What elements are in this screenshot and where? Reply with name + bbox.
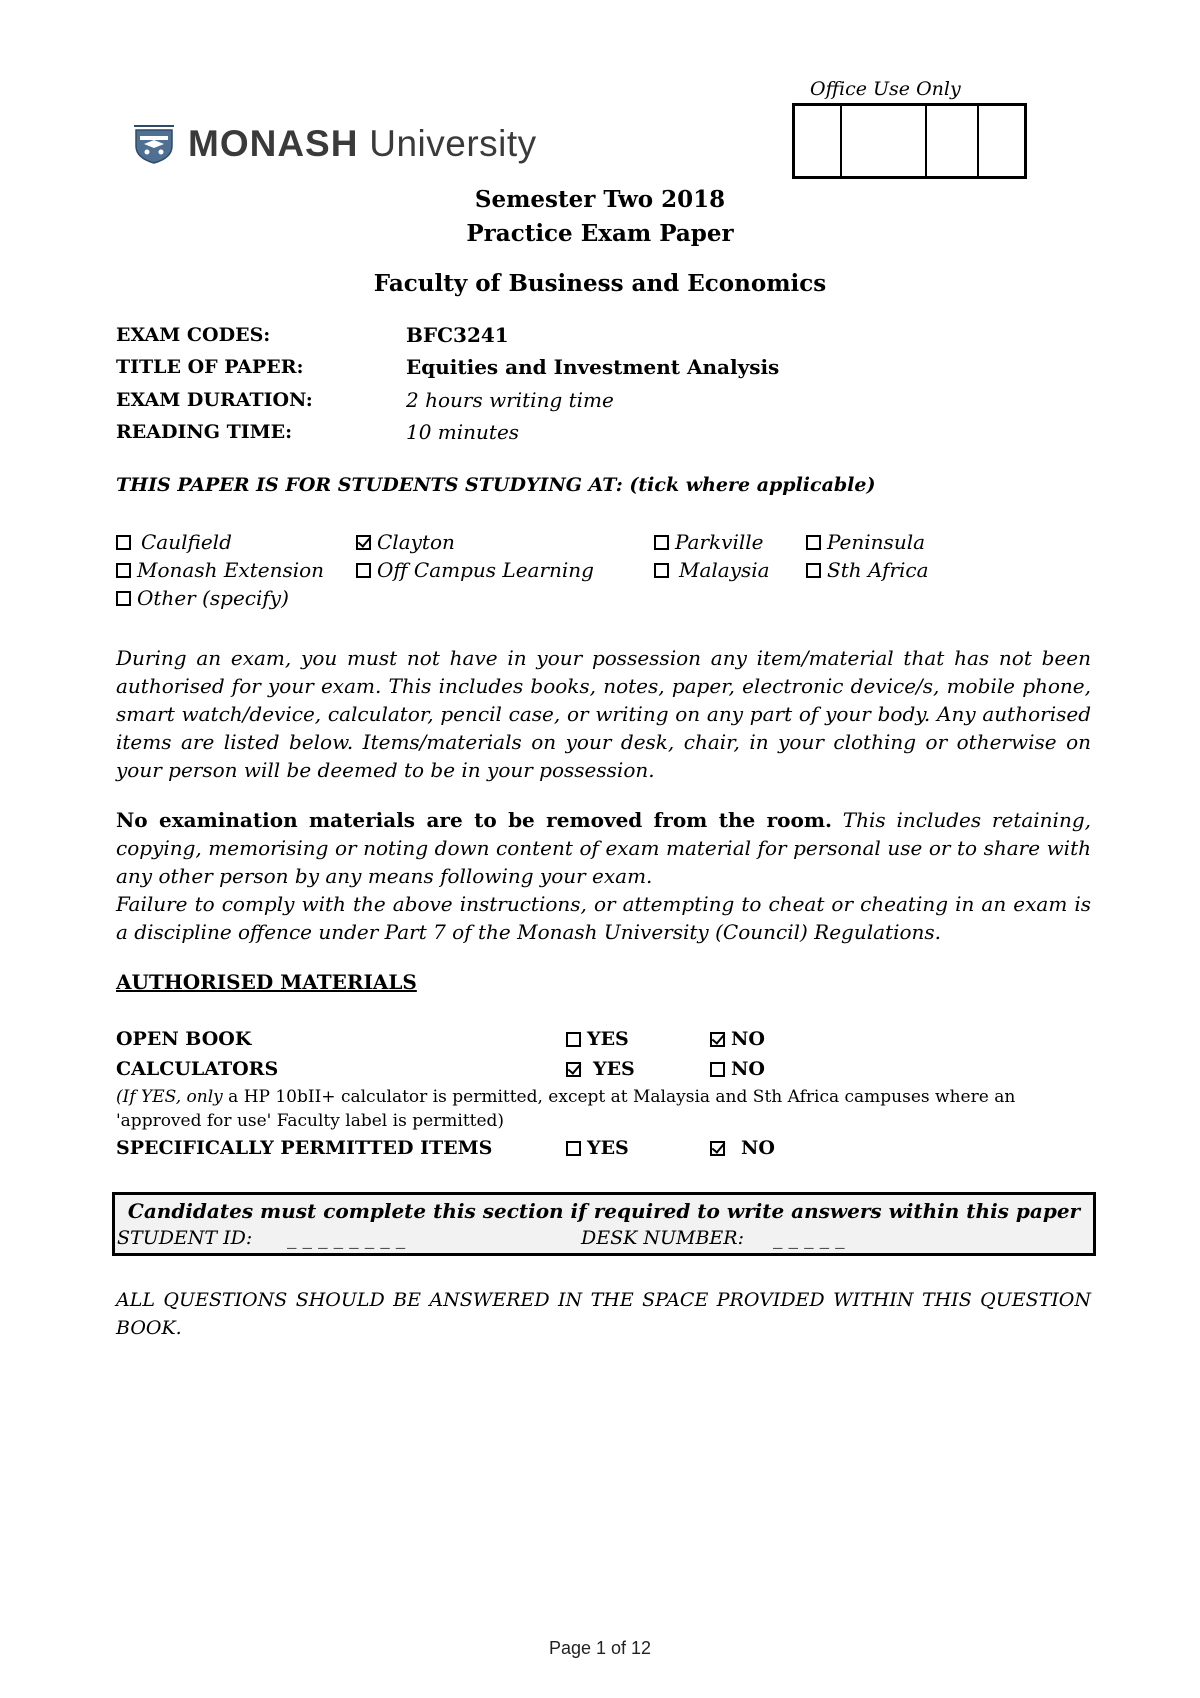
campus-option-parkville[interactable] bbox=[654, 530, 764, 554]
campus-label: Sth Africa bbox=[827, 558, 929, 582]
campus-label: Clayton bbox=[377, 530, 455, 554]
office-use-cell bbox=[795, 106, 842, 176]
campus-option-peninsula[interactable] bbox=[806, 530, 925, 554]
checkbox-unchecked-icon[interactable] bbox=[710, 1062, 725, 1077]
checkbox-unchecked-icon[interactable] bbox=[116, 563, 131, 578]
crest-icon bbox=[132, 124, 176, 164]
student-id-field[interactable]: _ _ _ _ _ _ _ _ bbox=[287, 1227, 406, 1249]
office-use-box bbox=[792, 103, 1027, 179]
no-removal-bold: No examination materials are to be removed from the room. bbox=[116, 808, 832, 832]
no-label: NO bbox=[741, 1137, 775, 1159]
title-of-paper-label: TITLE OF PAPER: bbox=[116, 356, 304, 378]
checkbox-unchecked-icon[interactable] bbox=[654, 563, 669, 578]
checkbox-checked-icon[interactable] bbox=[710, 1141, 725, 1156]
checkbox-unchecked-icon[interactable] bbox=[116, 535, 131, 550]
checkbox-unchecked-icon[interactable] bbox=[566, 1141, 581, 1156]
open-book-label: OPEN BOOK bbox=[116, 1028, 252, 1050]
calculator-note-prefix: (If YES, only bbox=[116, 1087, 223, 1107]
campus-label: Off Campus Learning bbox=[377, 558, 594, 582]
permitted-items-yes[interactable] bbox=[566, 1137, 629, 1159]
checkbox-checked-icon[interactable] bbox=[566, 1062, 581, 1077]
desk-number-field[interactable]: _ _ _ _ _ bbox=[773, 1227, 845, 1249]
office-use-cell bbox=[927, 106, 978, 176]
campus-option-off-campus[interactable] bbox=[356, 558, 594, 582]
yes-label: YES bbox=[593, 1058, 635, 1080]
campus-option-sth-africa[interactable] bbox=[806, 558, 929, 582]
campus-label: Parkville bbox=[675, 530, 764, 554]
yes-label: YES bbox=[587, 1028, 629, 1050]
logo-text-light: University bbox=[369, 123, 537, 164]
exam-codes-label: EXAM CODES: bbox=[116, 324, 271, 346]
checkbox-unchecked-icon[interactable] bbox=[806, 535, 821, 550]
checkbox-unchecked-icon[interactable] bbox=[116, 591, 131, 606]
permitted-items-label: SPECIFICALLY PERMITTED ITEMS bbox=[116, 1137, 493, 1159]
calculators-yes[interactable] bbox=[566, 1058, 635, 1080]
campus-label: Peninsula bbox=[827, 530, 926, 554]
page-number: Page 1 of 12 bbox=[548, 1638, 652, 1658]
semester-title: Semester Two 2018 bbox=[474, 186, 726, 213]
failure-instructions: Failure to comply with the above instructions, or attempting to cheat or cheating in an exam is a discipline offence under Part 7 of the Monash University (Council) Regulations. bbox=[116, 892, 1091, 944]
candidate-details-box bbox=[112, 1192, 1096, 1256]
reading-time-value: 10 minutes bbox=[406, 420, 520, 444]
authorised-materials-title: AUTHORISED MATERIALS bbox=[116, 970, 417, 994]
candidate-box-title: Candidates must complete this section if required to write answers within this paper bbox=[127, 1199, 1081, 1223]
title-of-paper-value: Equities and Investment Analysis bbox=[406, 355, 780, 379]
no-removal-rest: This includes retaining, copying, memorising or noting down content of exam material for personal use or to share with any other person by any means following your exam. bbox=[116, 808, 1091, 888]
campus-label: Monash Extension bbox=[137, 558, 325, 582]
campus-label: Other (specify) bbox=[137, 586, 289, 610]
campus-option-malaysia[interactable] bbox=[654, 558, 770, 582]
permitted-items-no[interactable] bbox=[710, 1137, 775, 1159]
checkbox-unchecked-icon[interactable] bbox=[806, 563, 821, 578]
possession-instructions: During an exam, you must not have in your possession any item/material that has not been authorised for your exam. This includes books, notes, paper, electronic device/s, mobile phone, smart watch/device, calculator, pencil case, or writing on any part of your body. Any authorised items are listed below. Items/materials on your desk, chair, in your clothing or otherwise on your person will be deemed to be in your possession. bbox=[116, 646, 1091, 782]
exam-duration-value: 2 hours writing time bbox=[406, 388, 614, 412]
desk-number-label: DESK NUMBER: bbox=[581, 1227, 744, 1249]
reading-time-label: READING TIME: bbox=[116, 421, 293, 443]
no-label: NO bbox=[731, 1058, 765, 1080]
checkbox-unchecked-icon[interactable] bbox=[356, 563, 371, 578]
open-book-yes[interactable] bbox=[566, 1028, 629, 1050]
campus-label: Caulfield bbox=[141, 530, 232, 554]
calculators-label: CALCULATORS bbox=[116, 1058, 279, 1080]
logo-text-bold: MONASH bbox=[188, 123, 359, 164]
yes-label: YES bbox=[587, 1137, 629, 1159]
exam-duration-label: EXAM DURATION: bbox=[116, 389, 313, 411]
calculators-no[interactable] bbox=[710, 1058, 765, 1080]
campus-option-monash-extension[interactable] bbox=[116, 558, 324, 582]
office-use-cell bbox=[842, 106, 927, 176]
office-use-label: Office Use Only bbox=[810, 78, 961, 100]
logo-wordmark bbox=[188, 123, 537, 165]
campus-option-caulfield[interactable] bbox=[116, 530, 232, 554]
office-use-cell bbox=[979, 106, 1024, 176]
checkbox-checked-icon[interactable] bbox=[356, 535, 371, 550]
calculator-note-rest: a HP 10bII+ calculator is permitted, except at Malaysia and Sth Africa campuses where an 'approved for use' Faculty label is permitted) bbox=[116, 1087, 1016, 1131]
paper-type-title: Practice Exam Paper bbox=[466, 220, 734, 247]
checkbox-unchecked-icon[interactable] bbox=[566, 1032, 581, 1047]
open-book-no[interactable] bbox=[710, 1028, 765, 1050]
monash-logo bbox=[132, 120, 537, 168]
campus-option-other[interactable] bbox=[116, 586, 289, 610]
campus-option-clayton[interactable] bbox=[356, 530, 455, 554]
exam-codes-value: BFC3241 bbox=[406, 323, 509, 347]
calculator-note bbox=[116, 1085, 1076, 1133]
faculty-title: Faculty of Business and Economics bbox=[373, 270, 827, 297]
checkbox-unchecked-icon[interactable] bbox=[654, 535, 669, 550]
no-label: NO bbox=[731, 1028, 765, 1050]
checkbox-checked-icon[interactable] bbox=[710, 1032, 725, 1047]
student-id-label: STUDENT ID: bbox=[117, 1227, 253, 1249]
students-heading: THIS PAPER IS FOR STUDENTS STUDYING AT: (tick where applicable) bbox=[116, 474, 876, 496]
no-removal-instructions bbox=[116, 806, 1091, 890]
answer-instructions: ALL QUESTIONS SHOULD BE ANSWERED IN THE SPACE PROVIDED WITHIN THIS QUESTION BOOK. bbox=[116, 1289, 1091, 1339]
campus-label: Malaysia bbox=[679, 558, 770, 582]
